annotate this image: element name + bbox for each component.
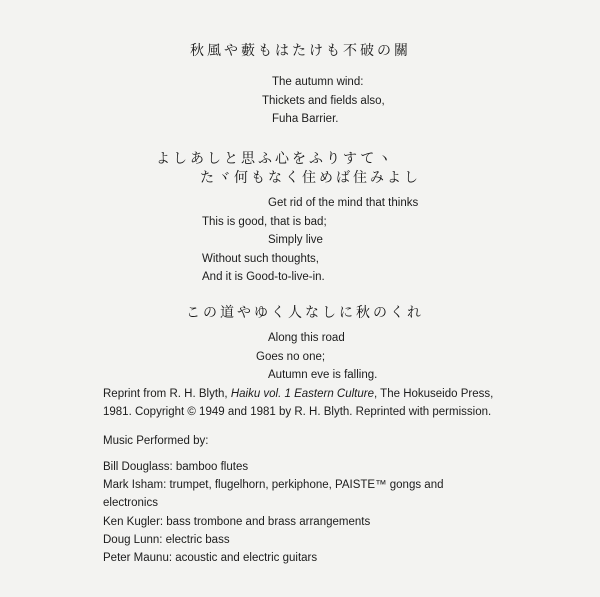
haiku2-english [202,194,418,287]
haiku3-line-2: Goes no one; [256,350,326,363]
musician-line-2: Mark Isham: trumpet, flugelhorn, perkiphone, PAISTE™ gongs and [103,479,444,492]
haiku3-english [256,329,377,385]
haiku2-line-1: Get rid of the mind that thinks [268,197,419,209]
haiku3-line-3: Autumn eve is falling. [268,369,378,381]
haiku2-line-2: This is good, that is bad; [202,215,327,228]
haiku1-line-3: Fuha Barrier. [272,113,339,125]
musician-line-6: Peter Maunu: acoustic and electric guitars [103,552,318,565]
haiku3-line-1: Along this road [268,332,345,344]
musicians-heading: Music Performed by: [103,435,209,447]
haiku1-japanese: 秋風や藪もはたけも不破の關 [190,43,411,59]
musician-line-1: Bill Douglass: bamboo flutes [103,461,249,473]
credit-book-title: Haiku vol. 1 Eastern Culture [230,388,374,400]
haiku1-english [262,73,385,129]
musician-line-3: electronics [103,497,158,510]
haiku2-line-5: And it is Good-to-live-in. [202,271,325,283]
haiku2-line-4: Without such thoughts, [202,252,319,265]
musicians-list [103,458,444,567]
haiku3-japanese: この道やゆく人なしに秋のくれ [186,305,424,321]
haiku1-line-1: The autumn wind: [272,76,364,88]
credit-prefix: Reprint from R. H. Blyth, [103,388,231,400]
credit-suffix: , The Hokuseido Press, [374,388,494,400]
credit-line-1 [103,385,493,403]
musician-line-5: Doug Lunn: electric bass [103,533,230,546]
haiku2-line-3: Simply live [268,234,323,246]
haiku2-japanese-line-1: よしあしと思ふ心をふりすてヽ [156,151,395,167]
haiku2-japanese-line-2: たヾ何もなく住めば住みよし [200,170,421,186]
credit-line-2: 1981. Copyright © 1949 and 1981 by R. H. Blyth. Reprinted with permission. [103,406,492,419]
reprint-credit [103,385,493,421]
musician-line-4: Ken Kugler: bass trombone and brass arrangements [103,515,371,528]
haiku1-line-2: Thickets and fields also, [262,94,385,107]
